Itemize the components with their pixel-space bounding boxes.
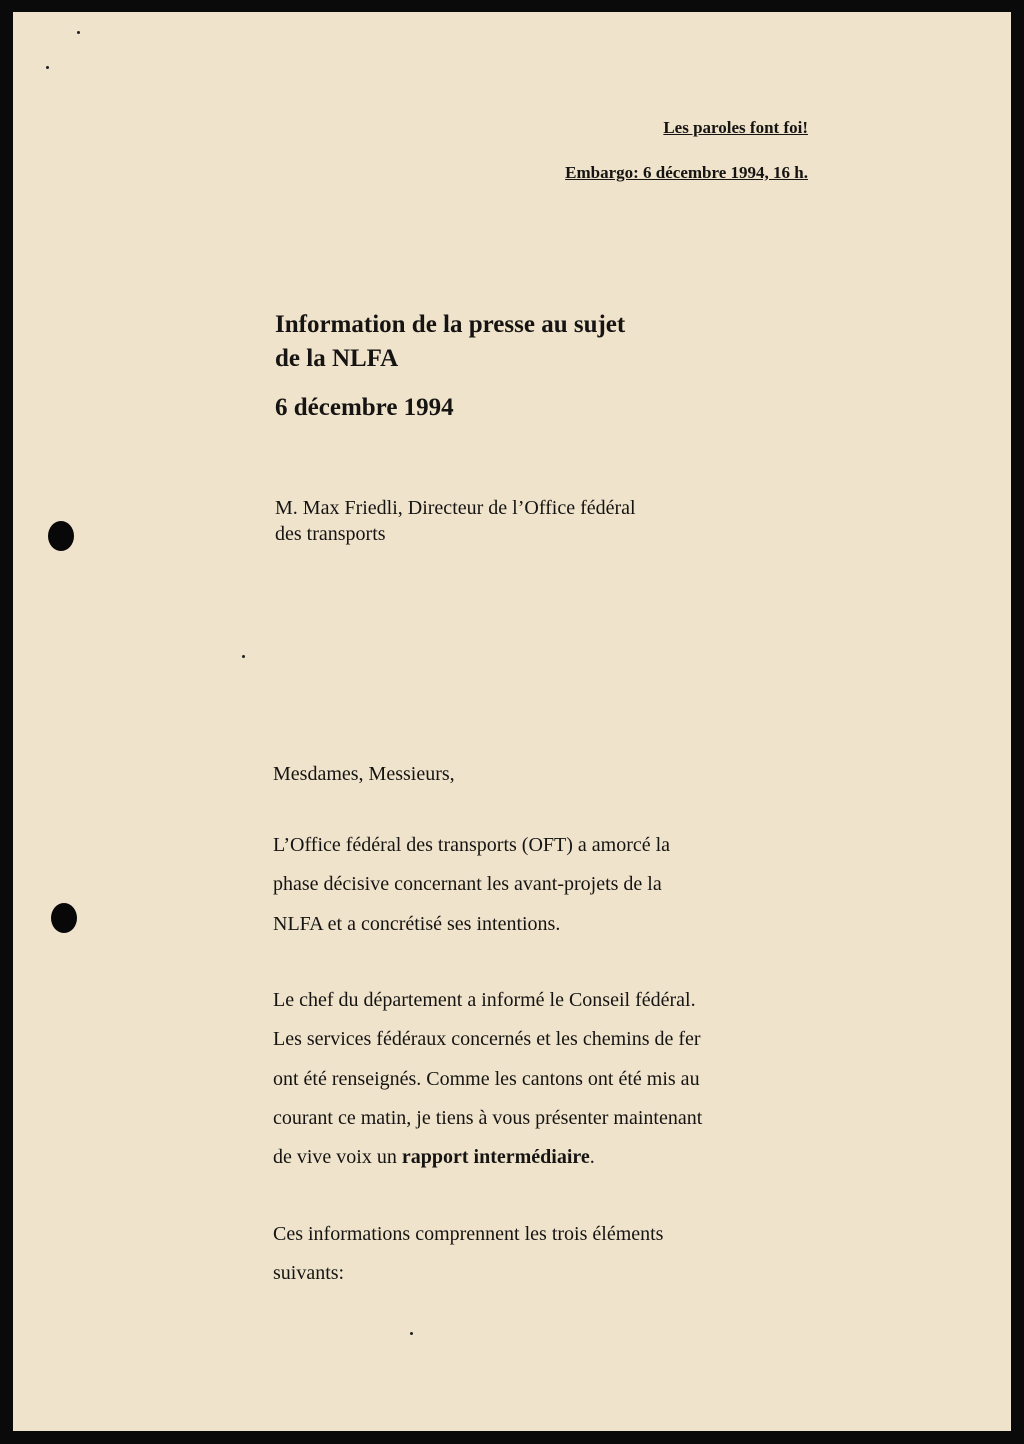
paragraph-line: suivants: (273, 1262, 345, 1285)
paragraph-line: ont été renseignés. Comme les cantons ont été mis au (273, 1067, 700, 1090)
document-title (275, 308, 625, 376)
speck (46, 66, 49, 69)
paragraph-1 (273, 826, 670, 944)
paragraph-line: Le chef du département a informé le Conseil fédéral. (273, 989, 696, 1011)
line-text: de vive voix un (273, 1146, 402, 1169)
paragraph-line: Ces informations comprennent les trois éléments (273, 1223, 664, 1245)
speck (77, 31, 80, 34)
paragraph-2 (273, 981, 702, 1177)
author-line: M. Max Friedli, Directeur de l’Office fédéral (275, 497, 636, 519)
paragraph-3 (273, 1215, 663, 1294)
punch-hole (48, 521, 74, 551)
paragraph-line: courant ce matin, je tiens à vous présenter maintenant (273, 1106, 703, 1129)
paragraph-line: L’Office fédéral des transports (OFT) a amorcé la (273, 834, 671, 856)
speck (242, 655, 245, 658)
salutation: Mesdames, Messieurs, (273, 763, 455, 785)
embargo-note: Embargo: 6 décembre 1994, 16 h. (565, 163, 808, 182)
emphasis-text: rapport intermédiaire (401, 1146, 590, 1169)
paragraph-line: NLFA et a concrétisé ses intentions. (273, 912, 561, 935)
document-page (13, 12, 1011, 1431)
speck (410, 1332, 413, 1335)
paragraph-line: Les services fédéraux concernés et les chemins de fer (273, 1028, 701, 1051)
title-line: Information de la presse au sujet (275, 311, 626, 338)
title-line: de la NLFA (275, 345, 399, 372)
header-note: Les paroles font foi! (663, 118, 808, 137)
paragraph-line: phase décisive concernant les avant-projets de la (273, 873, 662, 896)
document-date: 6 décembre 1994 (275, 394, 454, 421)
author-line: des transports (275, 523, 386, 545)
punch-hole (51, 903, 77, 933)
line-text: . (589, 1146, 595, 1169)
paragraph-line (273, 1138, 702, 1177)
author-block (275, 495, 636, 547)
